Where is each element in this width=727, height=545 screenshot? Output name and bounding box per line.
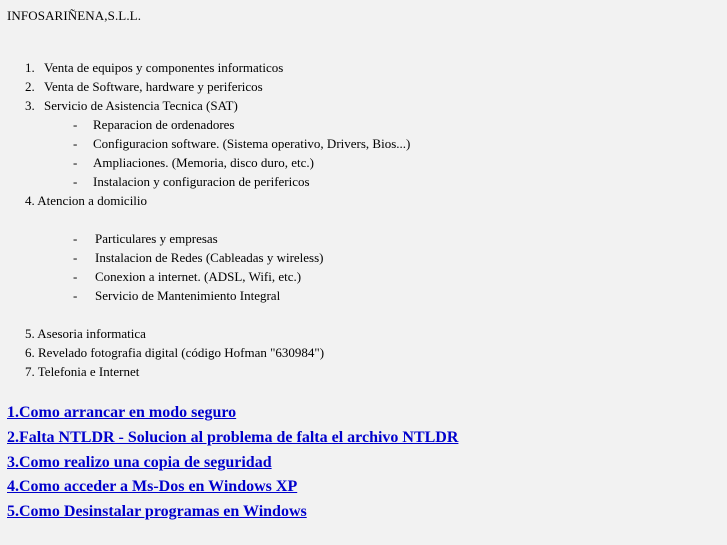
other-service-item: 6. Revelado fotografia digital (código Hofman "630984")	[25, 345, 325, 360]
home-item-text: Particulares y empresas	[95, 231, 218, 246]
service-text: Venta de Software, hardware y perifericos	[44, 79, 263, 94]
link-ms-dos[interactable]: 4.Como acceder a Ms-Dos en Windows XP	[7, 478, 298, 496]
service-text: Venta de equipos y componentes informaticos	[44, 60, 284, 75]
company-name: INFOSARIÑENA,S.L.L.	[7, 8, 142, 23]
dash-bullet: -	[73, 174, 78, 189]
dash-bullet: -	[73, 250, 78, 265]
dash-bullet: -	[73, 231, 78, 246]
link-uninstall[interactable]: 5.Como Desinstalar programas en Windows	[7, 503, 307, 521]
other-service-item: 7. Telefonia e Internet	[25, 364, 140, 379]
service-text: Servicio de Asistencia Tecnica (SAT)	[44, 98, 238, 113]
sat-item-text: Ampliaciones. (Memoria, disco duro, etc.)	[93, 155, 314, 170]
sat-item-text: Reparacion de ordenadores	[93, 117, 235, 132]
link-safe-mode[interactable]: 1.Como arrancar en modo seguro	[7, 404, 237, 421]
dash-bullet: -	[73, 155, 78, 170]
article-links	[7, 403, 458, 527]
home-item-text: Servicio de Mantenimiento Integral	[95, 288, 281, 303]
service-number: 3.	[25, 98, 35, 113]
home-service-heading: 4. Atencion a domicilio	[25, 193, 148, 208]
dash-bullet: -	[73, 136, 78, 151]
dash-bullet: -	[73, 117, 78, 132]
other-service-item: 5. Asesoria informatica	[25, 326, 146, 341]
dash-bullet: -	[73, 269, 78, 284]
service-number: 2.	[25, 79, 35, 94]
home-item-text: Instalacion de Redes (Cableadas y wireless)	[95, 250, 324, 265]
dash-bullet: -	[73, 288, 78, 303]
link-ntldr[interactable]: 2.Falta NTLDR - Solucion al problema de falta el archivo NTLDR	[7, 428, 459, 446]
sat-item-text: Configuracion software. (Sistema operativo, Drivers, Bios...)	[93, 136, 411, 151]
sat-item-text: Instalacion y configuracion de perifericos	[93, 174, 310, 189]
link-backup[interactable]: 3.Como realizo una copia de seguridad	[7, 453, 272, 471]
service-number: 1.	[25, 60, 35, 75]
home-item-text: Conexion a internet. (ADSL, Wifi, etc.)	[95, 269, 302, 284]
